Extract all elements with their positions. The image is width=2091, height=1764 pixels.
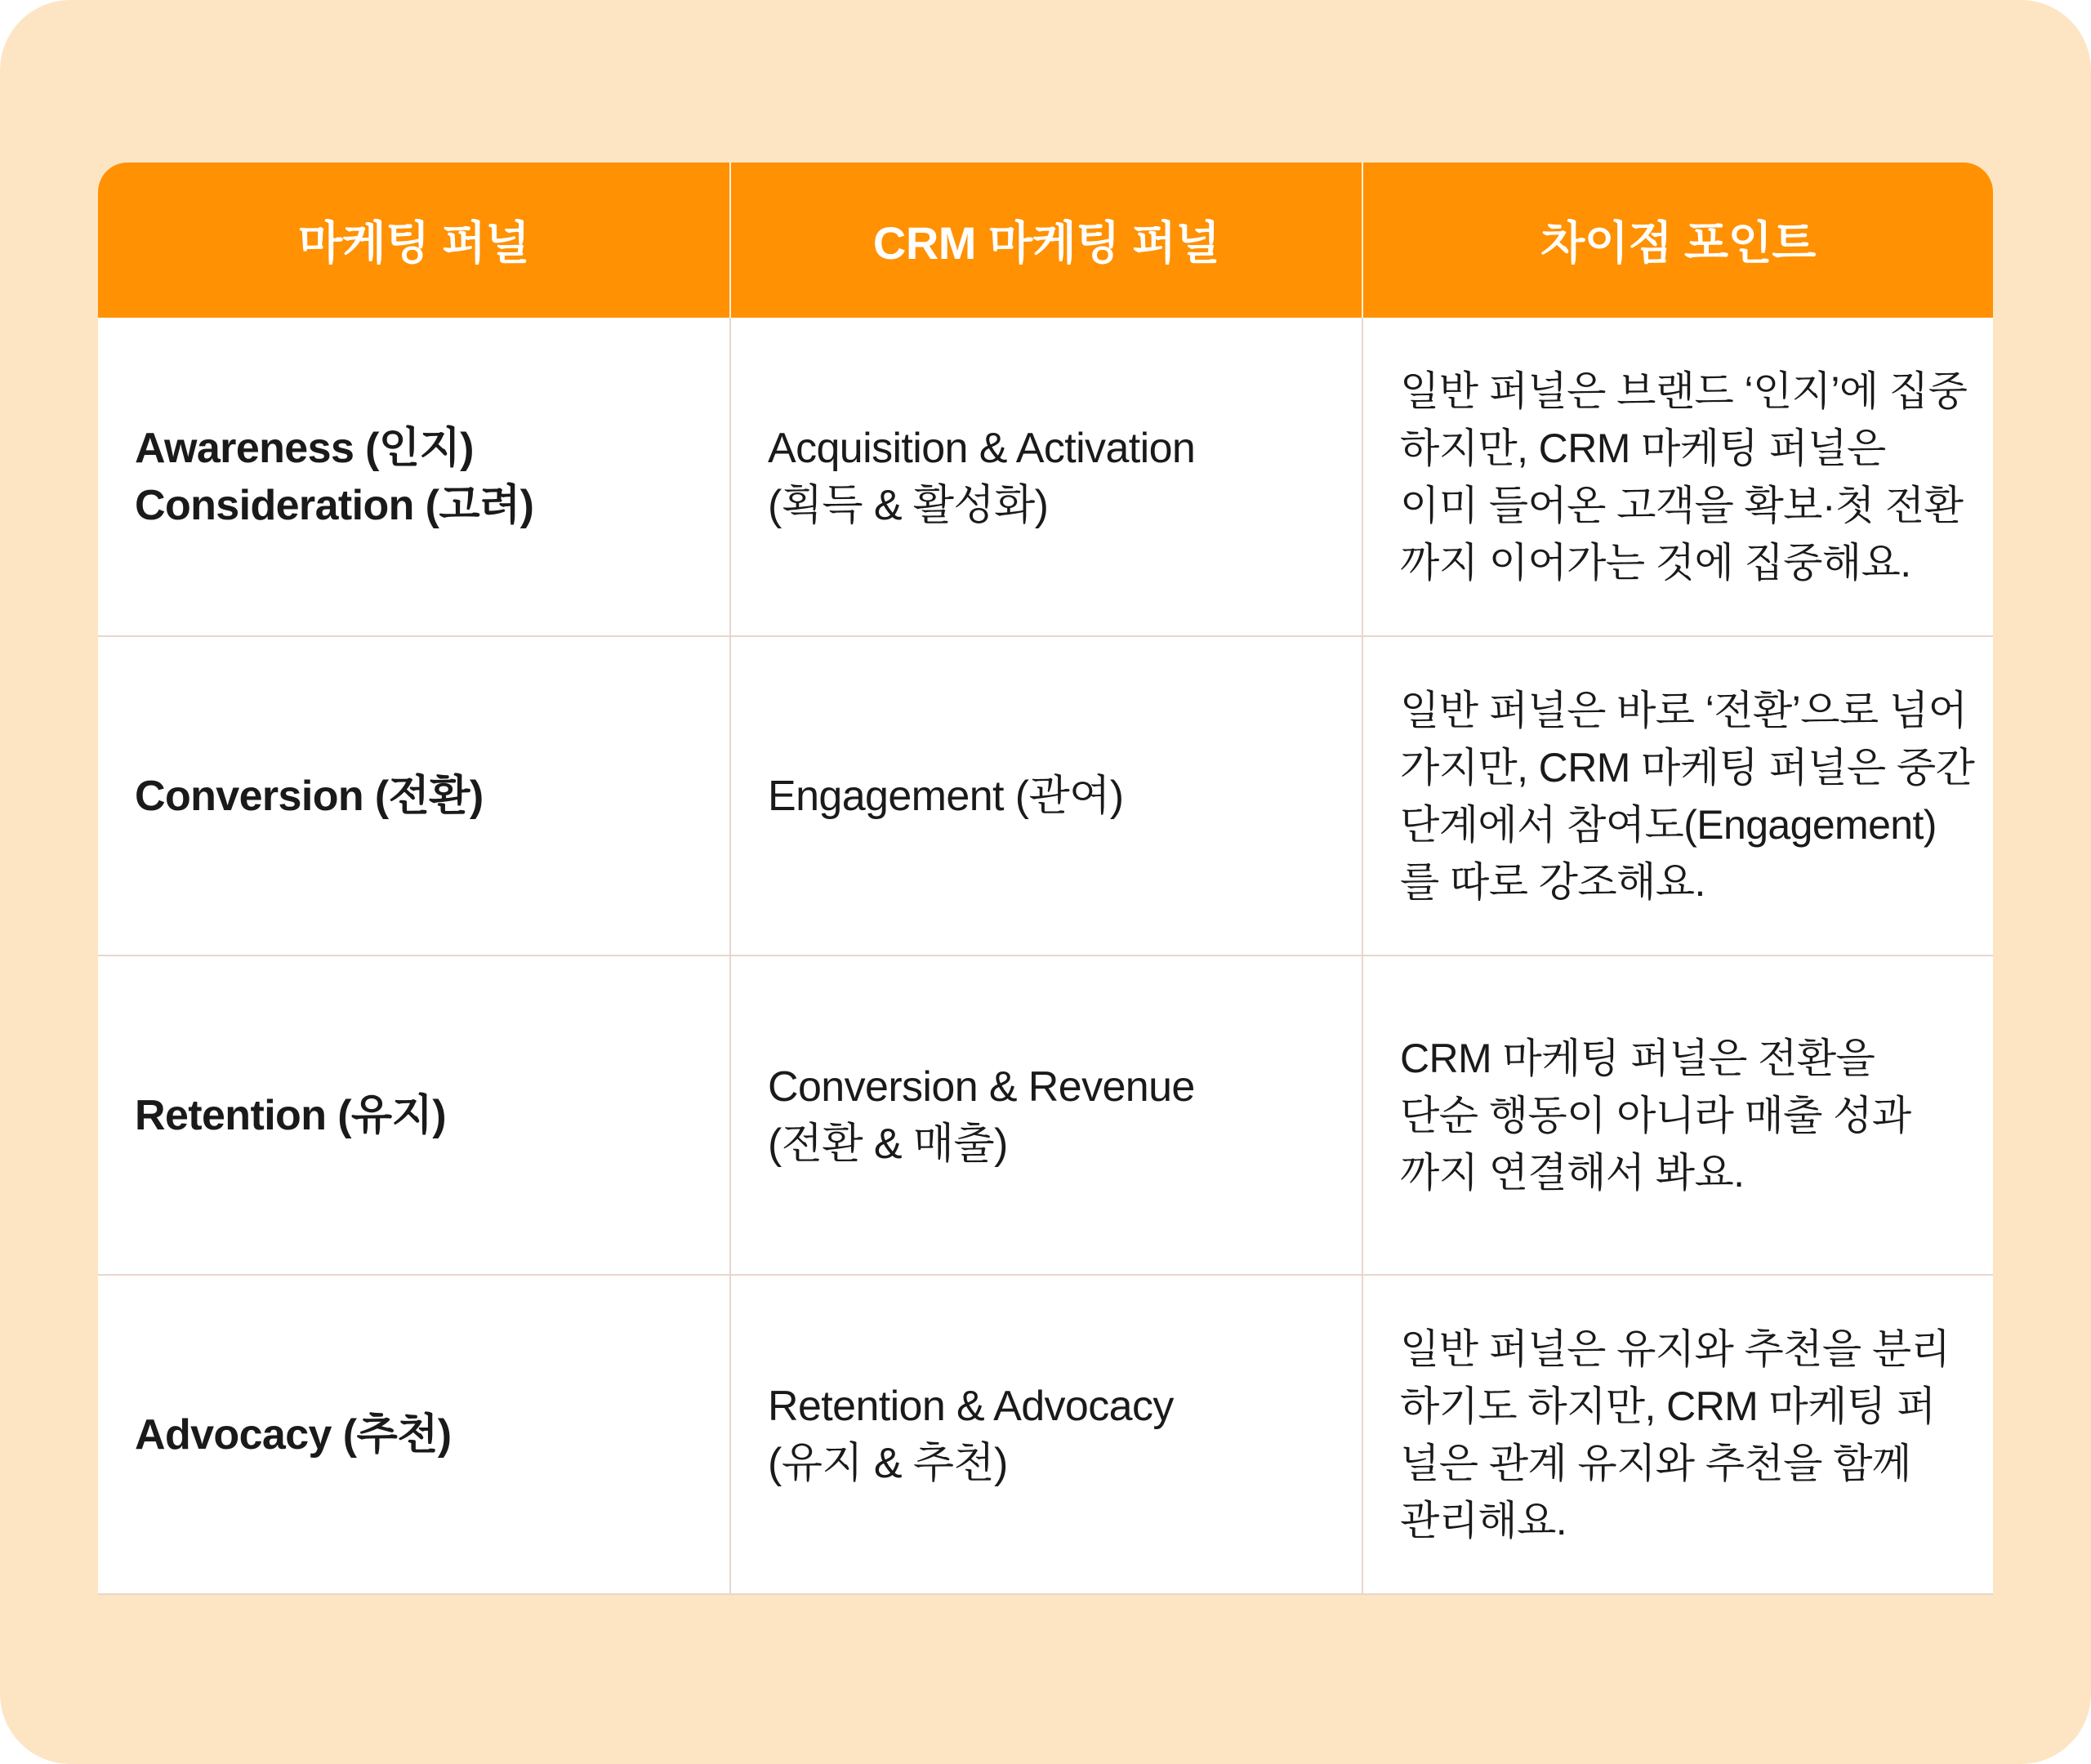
difference-line: 하기도 하지만, CRM 마케팅 퍼 [1400, 1383, 1936, 1429]
difference-line: 하지만, CRM 마케팅 퍼널은 [1400, 425, 1886, 471]
table-header [98, 163, 1993, 318]
difference-line: 일반 퍼널은 바로 ‘전환’으로 넘어 [1400, 687, 1968, 733]
difference-line: 일반 퍼널은 브랜드 ‘인지’에 집중 [1400, 368, 1968, 414]
crm-stage-line: (전환 & 매출) [768, 1120, 1008, 1168]
crm-stage-line: Engagement (관여) [768, 772, 1124, 820]
marketing-stage-cell [98, 1276, 729, 1593]
difference-line: 가지만, CRM 마케팅 퍼널은 중간 [1400, 744, 1975, 791]
header-crm-funnel: CRM 마케팅 퍼널 [729, 163, 1362, 318]
marketing-stage-cell [98, 637, 729, 955]
crm-stage-line: Conversion & Revenue [768, 1062, 1195, 1111]
crm-stage-line: (획득 & 활성화) [768, 481, 1049, 529]
crm-stage-line: Retention & Advocacy [768, 1382, 1174, 1430]
table-row [98, 1276, 1993, 1595]
difference-line: 널은 관계 유지와 추천을 함께 [1400, 1440, 1911, 1486]
marketing-stage-line: Advocacy (추천) [135, 1410, 452, 1459]
crm-stage-cell [729, 956, 1362, 1274]
difference-line: 까지 이어가는 것에 집중해요. [1400, 539, 1911, 586]
difference-line: CRM 마케팅 퍼널은 전환을 [1400, 1035, 1875, 1081]
difference-line: 단순 행동이 아니라 매출 성과 [1400, 1092, 1911, 1138]
crm-stage-cell [729, 637, 1362, 955]
table-row [98, 956, 1993, 1276]
table-row [98, 637, 1993, 956]
header-difference-point: 차이점 포인트 [1362, 163, 1993, 318]
difference-cell [1362, 1276, 1993, 1593]
crm-stage-line: (유지 & 추천) [768, 1439, 1008, 1487]
header-marketing-funnel: 마케팅 퍼널 [297, 217, 530, 269]
marketing-stage-cell [98, 318, 729, 635]
difference-cell [1362, 637, 1993, 955]
marketing-stage-line: Conversion (전환) [135, 772, 484, 820]
marketing-stage-line: Consideration (고려) [135, 481, 534, 529]
difference-cell [1362, 956, 1993, 1274]
funnel-comparison-table [98, 163, 1993, 1595]
difference-line: 일반 퍼널은 유지와 추천을 분리 [1400, 1325, 1951, 1372]
difference-line: 관리해요. [1400, 1497, 1567, 1544]
difference-line: 까지 연결해서 봐요. [1400, 1149, 1745, 1196]
marketing-stage-cell [98, 956, 729, 1274]
crm-stage-line: Acquisition & Activation [768, 424, 1196, 472]
table-row [98, 318, 1993, 637]
difference-line: 단계에서 참여도(Engagement) [1400, 801, 1937, 848]
crm-stage-cell [729, 1276, 1362, 1593]
crm-stage-cell [729, 318, 1362, 635]
difference-line: 이미 들어온 고객을 확보·첫 전환 [1400, 482, 1964, 528]
marketing-stage-line: Awareness (인지) [135, 424, 474, 472]
difference-cell [1362, 318, 1993, 635]
marketing-stage-line: Retention (유지) [135, 1091, 446, 1139]
difference-line: 를 따로 강조해요. [1400, 858, 1705, 905]
